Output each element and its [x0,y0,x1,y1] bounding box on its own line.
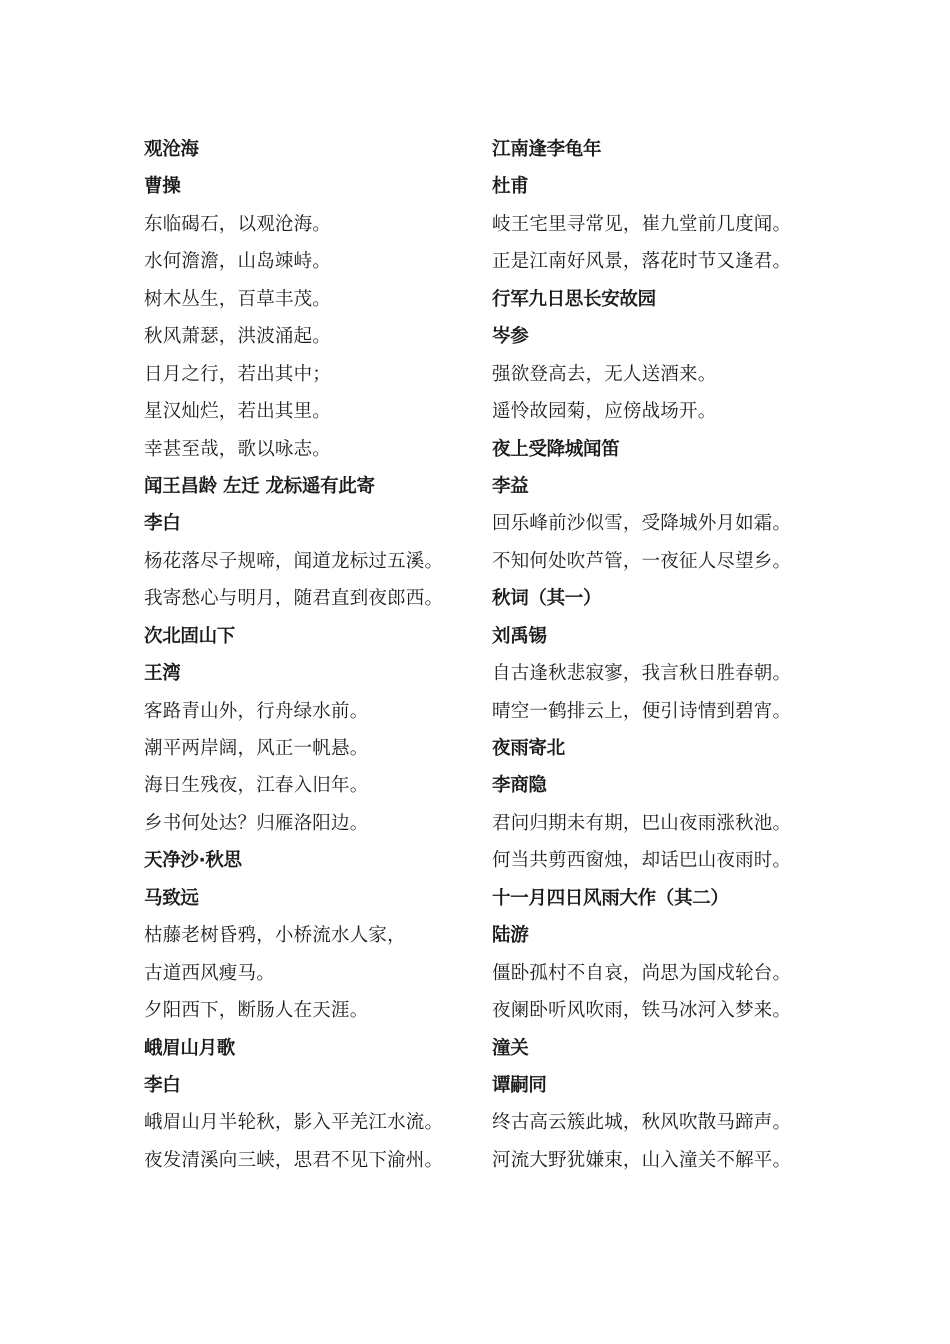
poem-line: 水何澹澹，山岛竦峙。 [144,251,332,273]
poem [144,131,474,468]
poem-author: 李商隐 [492,775,547,797]
poem-author: 王湾 [144,663,181,685]
poem [144,1030,474,1180]
poem-title: 夜上受降城闻笛 [492,438,620,460]
poem-line: 星汉灿烂，若出其里。 [144,401,332,423]
poem-line: 岐王宅里寻常见，崔九堂前几度闻。 [492,213,792,235]
poem [492,1030,822,1180]
left-column [144,131,474,1179]
poem-line: 客路青山外，行舟绿水前。 [144,700,369,722]
poem-line: 强欲登高去，无人送酒来。 [492,363,717,385]
poem-title: 次北固山下 [144,625,236,647]
poem-line: 君问归期未有期，巴山夜雨涨秋池。 [492,812,792,834]
poem-line: 我寄愁心与明月，随君直到夜郎西。 [144,588,444,610]
poem-line: 回乐峰前沙似雪，受降城外月如霜。 [492,513,792,535]
poem-title: 江南逢李龟年 [492,139,602,160]
poem-title: 十一月四日风雨大作（其二） [492,887,729,909]
poem-line: 东临碣石，以观沧海。 [144,213,332,235]
poem-author: 杜甫 [492,176,529,198]
poem [492,580,822,730]
poem-author: 李白 [144,1074,181,1096]
poem-line: 幸甚至哉，歌以咏志。 [144,438,332,460]
poem [144,618,474,843]
poem-author: 曹操 [144,176,181,198]
poem-line: 正是江南好风景，落花时节又逢君。 [492,251,792,273]
poem-line: 遥怜故园菊，应傍战场开。 [492,401,717,423]
poem-author: 岑参 [492,326,529,348]
poem-line: 乡书何处达？归雁洛阳边。 [144,812,369,834]
poem-author: 陆游 [492,925,529,947]
poem [492,880,822,1030]
poem-line: 夕阳西下，断肠人在天涯。 [144,1000,369,1022]
poem-author: 李白 [144,513,181,535]
poem [492,730,822,880]
poem-line: 夜阑卧听风吹雨，铁马冰河入梦来。 [492,1000,792,1022]
right-column [492,131,822,1179]
poem-author: 刘禹锡 [492,625,547,647]
poem-line: 海日生残夜，江春入旧年。 [144,775,369,797]
poem-title: 天净沙·秋思 [144,850,242,872]
poem-line: 枯藤老树昏鸦，小桥流水人家， [144,925,406,947]
poem-line: 不知何处吹芦管，一夜征人尽望乡。 [492,550,792,572]
poem-author: 谭嗣同 [492,1074,547,1096]
poem-author: 李益 [492,475,529,497]
poem-line: 僵卧孤村不自哀，尚思为国戍轮台。 [492,962,792,984]
poem-title: 潼关 [492,1037,529,1059]
poem-title: 行军九日思长安故园 [492,288,656,310]
poem-line: 古道西风瘦马。 [144,962,275,984]
poem-line: 河流大野犹嫌束，山入潼关不解平。 [492,1149,792,1171]
poem-title: 峨眉山月歌 [144,1037,236,1059]
poem-line: 终古高云簇此城，秋风吹散马蹄声。 [492,1112,792,1134]
poem-line: 晴空一鹤排云上，便引诗情到碧宵。 [492,700,792,722]
poem [144,468,474,618]
poem-author: 马致远 [144,887,199,909]
poem-line: 潮平两岸阔，风正一帆悬。 [144,738,369,759]
poem-line: 夜发清溪向三峡，思君不见下渝州。 [144,1149,444,1171]
poem-title: 秋词（其一） [492,588,602,610]
poem-line: 树木丛生，百草丰茂。 [144,288,332,310]
poem-line: 何当共剪西窗烛，却话巴山夜雨时。 [492,850,792,872]
poem-line: 秋风萧瑟，洪波涌起。 [144,326,332,348]
poem-title: 夜雨寄北 [492,738,565,759]
poem [492,431,822,581]
poem [492,281,822,431]
poem [144,842,474,1029]
poem-line: 自古逢秋悲寂寥，我言秋日胜春朝。 [492,663,792,685]
poem-line: 峨眉山月半轮秋，影入平羌江水流。 [144,1112,444,1134]
poem-title: 闻王昌龄 左迁 龙标遥有此寄 [144,475,375,497]
poem [492,131,822,281]
poem-line: 日月之行，若出其中； [144,363,332,385]
poem-title: 观沧海 [144,139,199,160]
poem-line: 杨花落尽子规啼，闻道龙标过五溪。 [144,550,444,572]
